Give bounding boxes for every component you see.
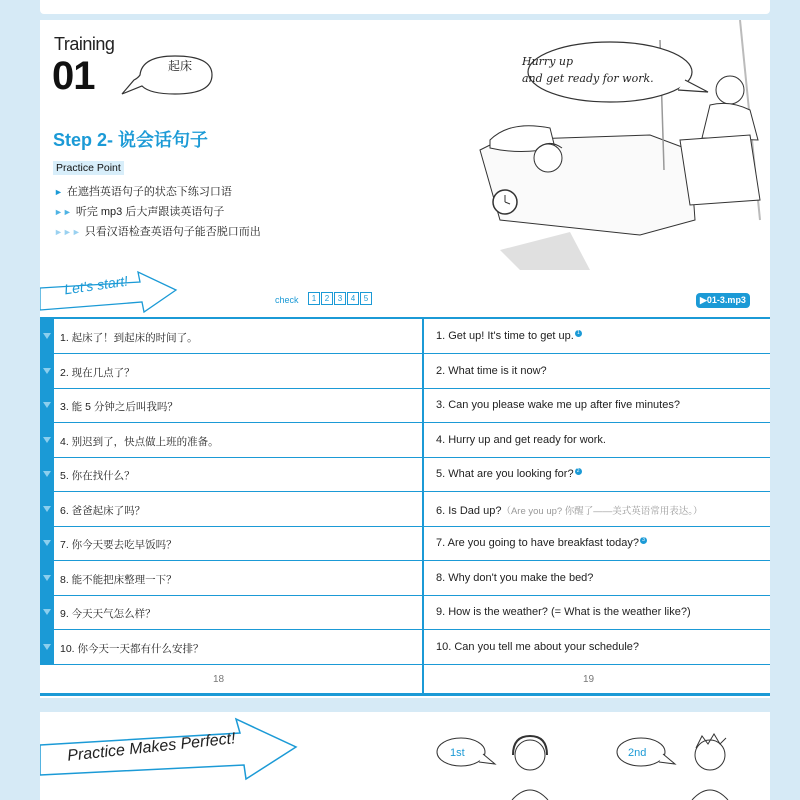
english-sentence: 8. Why don't you make the bed?	[436, 571, 594, 584]
triangle-icon	[43, 437, 51, 443]
row-marker	[40, 423, 54, 457]
chinese-sentence: 9. 今天天气怎么样？	[60, 608, 156, 620]
check-box[interactable]: 3	[334, 292, 346, 305]
mp3-badge[interactable]: ▶01-3.mp3	[696, 293, 750, 308]
lets-start-label: Let's start!	[63, 272, 129, 298]
chinese-sentence: 2. 现在几点了？	[60, 366, 135, 379]
table-row	[40, 354, 770, 389]
row-marker	[40, 492, 54, 526]
practice-point-label: Practice Point	[53, 161, 124, 175]
triangle-icon	[43, 506, 51, 512]
chinese-sentence: 1. 起床了！到起床的时间了。	[60, 332, 198, 344]
note-badge: 3	[640, 537, 647, 544]
instruction-1: ► 在遮挡英语句子的状态下练习口语	[54, 186, 232, 198]
check-boxes	[308, 292, 372, 305]
student-headphones-illustration	[500, 730, 560, 800]
triangle-icon	[43, 644, 51, 650]
triangle-icon	[43, 540, 51, 546]
table-row	[40, 492, 770, 527]
table-row	[40, 457, 770, 492]
english-sentence: 5. What are you looking for? 2	[436, 468, 582, 480]
row-marker	[40, 319, 54, 353]
double-arrow-icon: ►►	[54, 207, 72, 217]
training-label: Training	[54, 34, 115, 54]
sentence-note: （Are you up? 你醒了——美式英语常用表达。）	[501, 505, 703, 517]
check-label: check	[275, 295, 299, 305]
table-row	[40, 388, 770, 423]
english-sentence: 9. How is the weather? (= What is the weather like?)	[436, 606, 691, 618]
page-gutter	[422, 317, 424, 695]
english-sentence: 4. Hurry up and get ready for work.	[436, 433, 606, 446]
chinese-sentence: 4. 别迟到了，快点做上班的准备。	[60, 435, 219, 448]
bubble-1st-text: 1st	[450, 747, 465, 759]
training-number: 01	[52, 54, 95, 98]
instruction-3: ►►► 只看汉语检查英语句子能否脱口而出	[54, 226, 261, 238]
speech-line-1: Hurry up	[522, 55, 574, 68]
next-page	[40, 712, 770, 800]
chinese-sentence: 6. 爸爸起床了吗？	[60, 504, 146, 517]
note-badge: 1	[575, 330, 582, 337]
step-title: Step 2- 说会话句子	[53, 130, 209, 150]
speech-line-2: and get ready for work.	[522, 72, 654, 85]
book-spread	[40, 20, 770, 698]
student-speaking-illustration	[680, 730, 740, 800]
triangle-icon	[43, 471, 51, 477]
table-row	[40, 423, 770, 458]
bubble-2nd-text: 2nd	[628, 747, 647, 759]
english-sentence: 2. What time is it now?	[436, 364, 547, 377]
row-marker	[40, 561, 54, 595]
check-box[interactable]: 2	[321, 292, 333, 305]
row-marker	[40, 595, 54, 629]
page-number-left: 18	[213, 674, 225, 685]
arrow-icon: ►	[54, 187, 63, 197]
chinese-sentence: 5. 你在找什么？	[60, 470, 135, 482]
page-number-right: 19	[583, 674, 595, 685]
english-sentence: 3. Can you please wake me up after five minutes?	[436, 399, 680, 411]
triangle-icon	[43, 609, 51, 615]
table-row	[40, 526, 770, 561]
english-sentence: 7. Are you going to have breakfast today? 3	[436, 537, 647, 549]
english-sentence: 10. Can you tell me about your schedule?	[436, 640, 640, 653]
table-row	[40, 319, 770, 354]
row-marker	[40, 388, 54, 422]
english-sentence: 1. Get up! It's time to get up. 1	[436, 330, 582, 342]
page-bottom-border	[40, 693, 770, 696]
check-box[interactable]: 1	[308, 292, 320, 305]
instruction-2: ►► 听完 mp3 后大声跟读英语句子	[54, 206, 225, 218]
note-badge: 2	[575, 468, 582, 475]
table-row	[40, 561, 770, 596]
table-row	[40, 595, 770, 630]
row-marker	[40, 457, 54, 491]
chinese-sentence: 3. 能 5 分钟之后叫我吗？	[60, 401, 178, 413]
practice-banner: Practice Makes Perfect!	[66, 730, 237, 765]
triangle-icon	[43, 402, 51, 408]
chinese-sentence: 10. 你今天一天都有什么安排？	[60, 642, 204, 655]
triple-arrow-icon: ►►►	[54, 227, 81, 237]
english-sentence: 6. Is Dad up?（Are you up? 你醒了——美式英语常用表达。）	[436, 504, 703, 517]
bubble-1st-icon	[435, 734, 497, 772]
bubble-text: 起床	[168, 59, 193, 73]
row-marker	[40, 630, 54, 664]
row-marker	[40, 526, 54, 560]
triangle-icon	[43, 575, 51, 581]
chinese-sentence: 7. 你今天要去吃早饭吗？	[60, 539, 177, 551]
chinese-sentence: 8. 能不能把床整理一下？	[60, 573, 177, 586]
check-box[interactable]: 4	[347, 292, 359, 305]
check-box[interactable]: 5	[360, 292, 372, 305]
bedroom-illustration	[440, 20, 770, 270]
previous-page-strip	[0, 0, 800, 18]
row-marker	[40, 354, 54, 388]
table-row	[40, 630, 770, 665]
triangle-icon	[43, 333, 51, 339]
triangle-icon	[43, 368, 51, 374]
